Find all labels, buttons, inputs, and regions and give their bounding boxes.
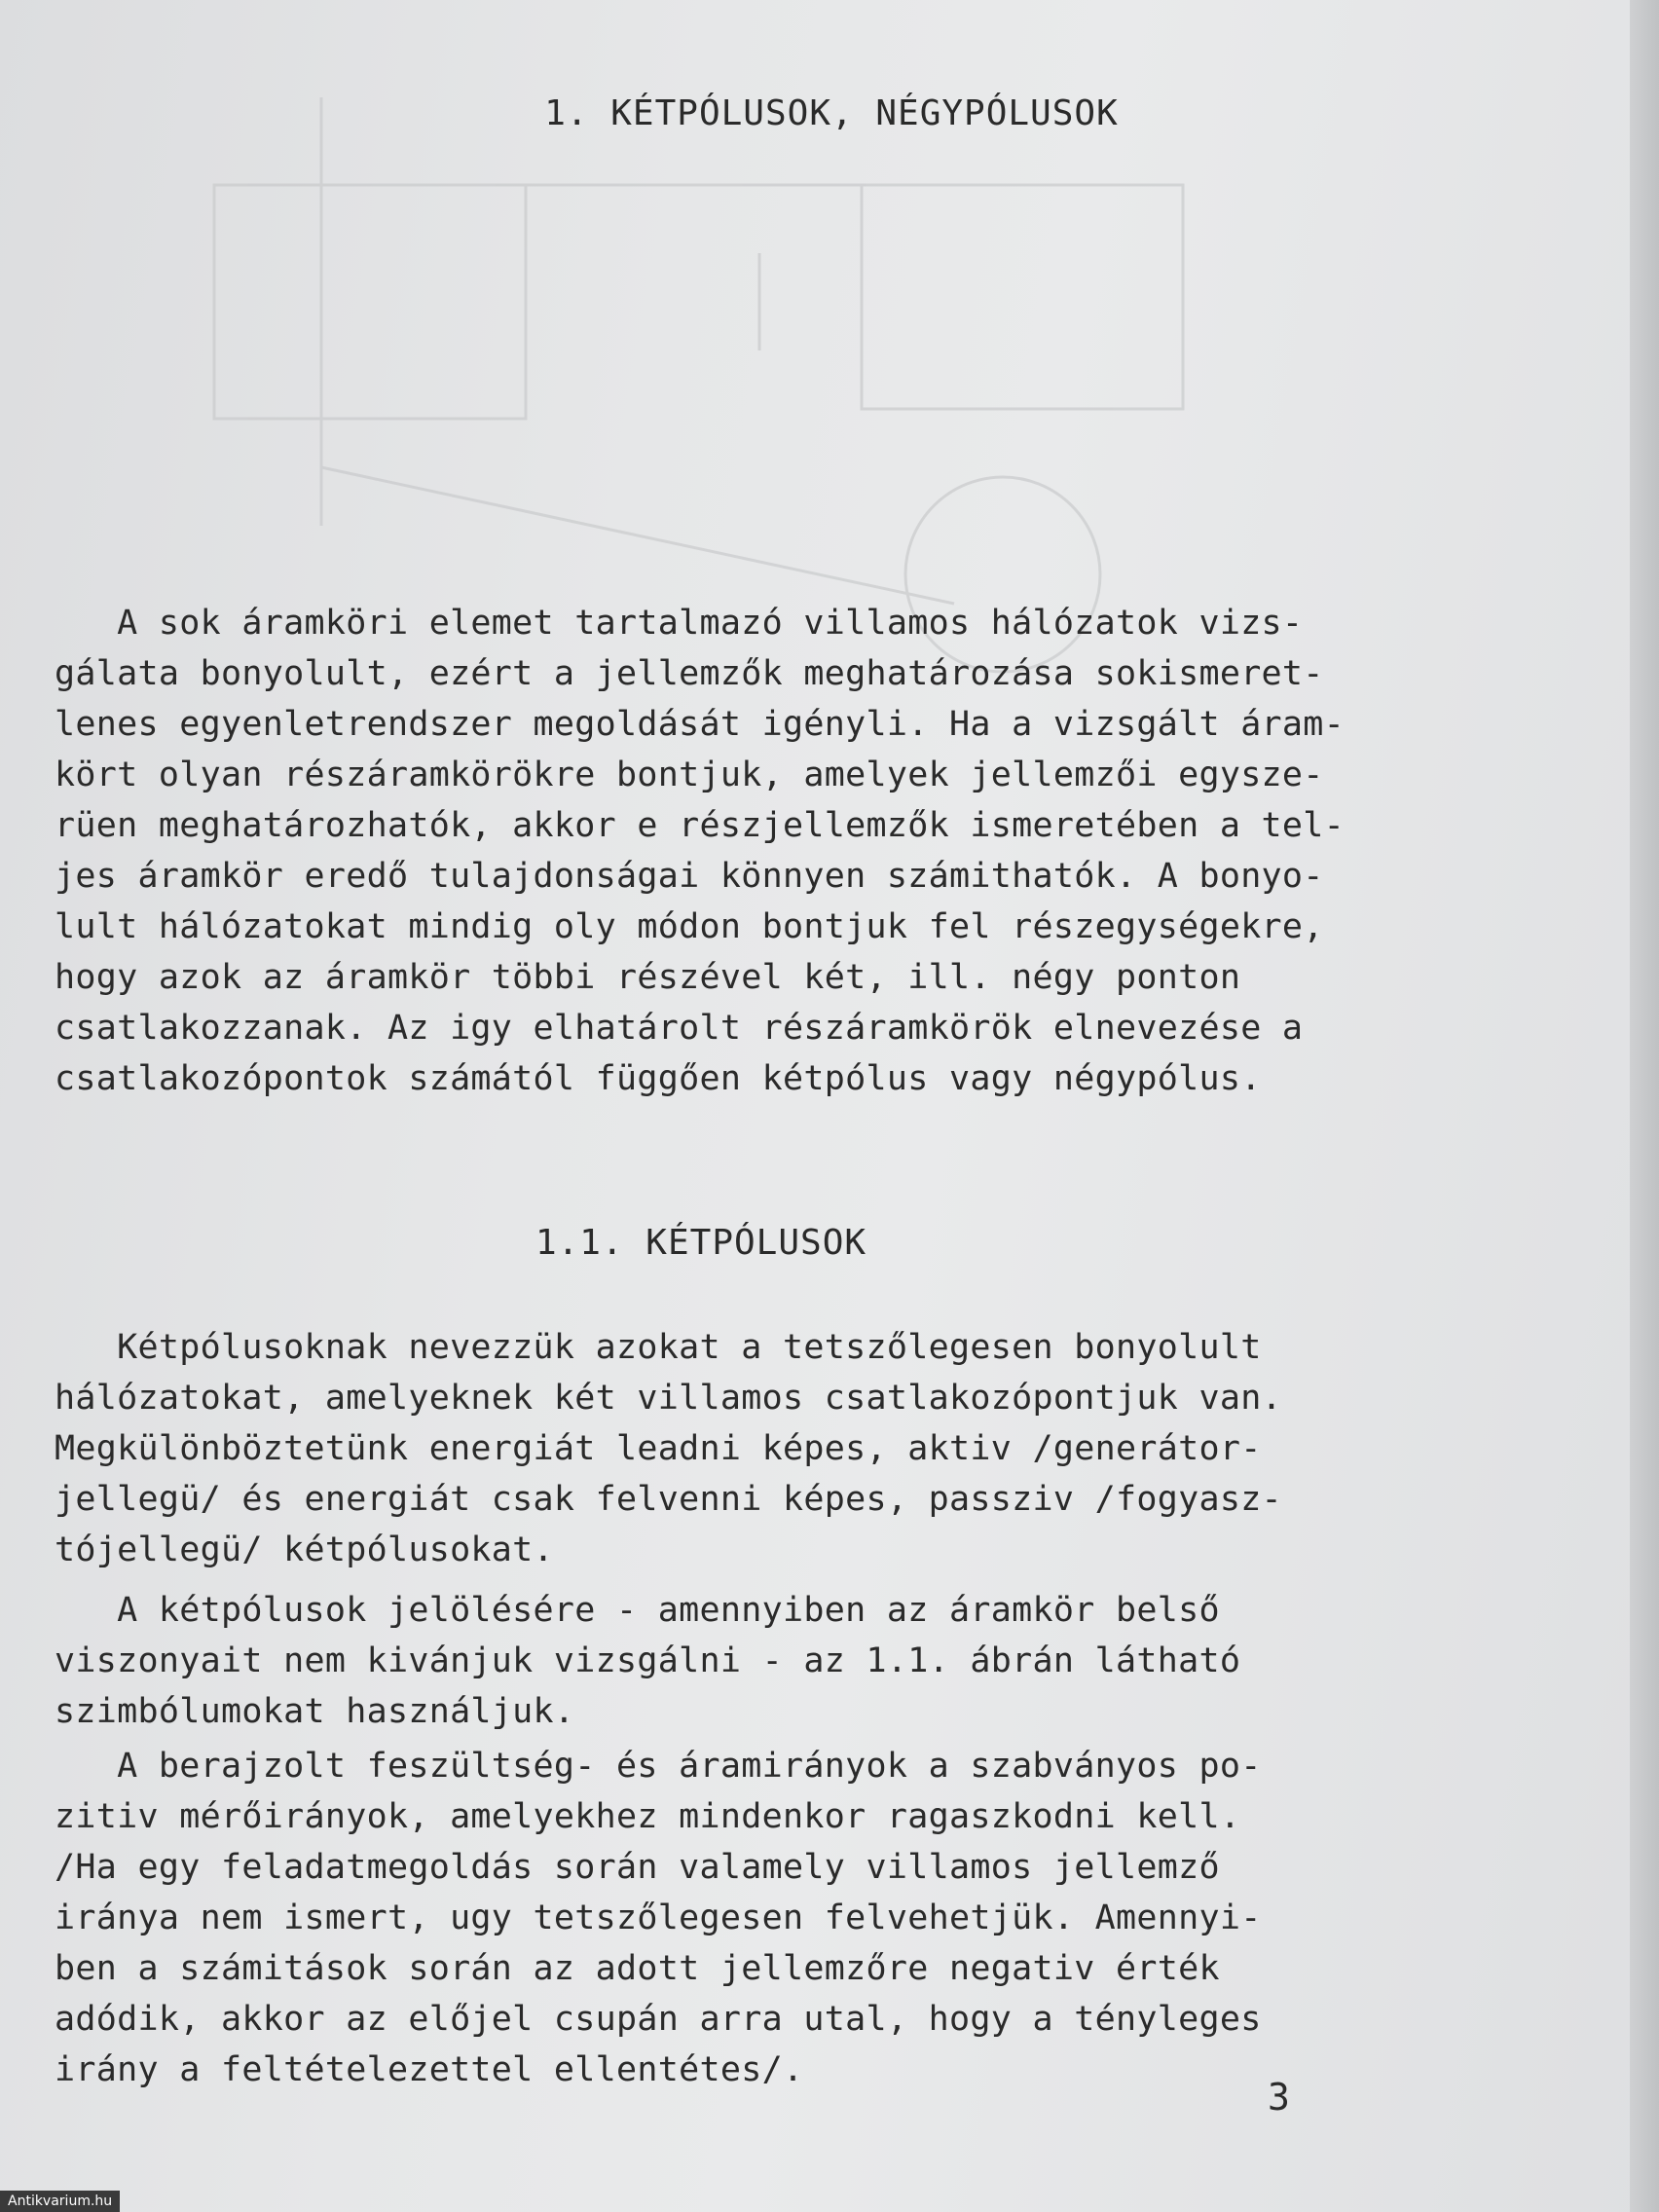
text-line: rüen meghatározhatók, akkor e részjellemzők ismeretében a tel- (55, 806, 1346, 845)
text-line: Megkülönböztetünk energiát leadni képes, aktiv /generátor- (55, 1429, 1262, 1468)
text-line: A sok áramköri elemet tartalmazó villamos hálózatok vizs- (55, 604, 1304, 643)
text-line: kört olyan részáramkörökre bontjuk, amelyek jellemzői egysze- (55, 756, 1324, 794)
text-line: csatlakozópontok számától függően kétpólus vagy négypólus. (55, 1059, 1262, 1098)
paragraph-definition (55, 1322, 1340, 1575)
watermark: Antikvarium.hu (0, 2191, 120, 2212)
text-line: ben a számitások során az adott jellemzőre negativ érték (55, 1949, 1220, 1988)
section-title: 1.1. KÉTPÓLUSOK (535, 1223, 867, 1263)
text-line: /Ha egy feladatmegoldás során valamely villamos jellemző (55, 1848, 1220, 1887)
text-line: gálata bonyolult, ezért a jellemzők meghatározása sokismeret- (55, 654, 1324, 693)
text-line: lult hálózatokat mindig oly módon bontjuk fel részegységekre, (55, 907, 1324, 946)
text-line: jellegü/ és energiát csak felvenni képes, passziv /fogyasz- (55, 1480, 1282, 1519)
text-line: jes áramkör eredő tulajdonságai könnyen számithatók. A bonyo- (55, 857, 1324, 896)
text-line: hálózatokat, amelyeknek két villamos csatlakozópontjuk van. (55, 1379, 1282, 1418)
text-line: adódik, akkor az előjel csupán arra utal, hogy a tényleges (55, 2000, 1262, 2039)
paragraph-symbols (55, 1585, 1340, 1737)
chapter-title: 1. KÉTPÓLUSOK, NÉGYPÓLUSOK (544, 93, 1119, 133)
page-edge-shadow (1630, 0, 1659, 2212)
text-line: lenes egyenletrendszer megoldását igényli. Ha a vizsgált áram- (55, 705, 1346, 744)
text-line: A kétpólusok jelölésére - amennyiben az áramkör belső (55, 1591, 1220, 1630)
text-line: viszonyait nem kivánjuk vizsgálni - az 1.1. ábrán látható (55, 1641, 1241, 1680)
text-line: hogy azok az áramkör többi részével két, ill. négy ponton (55, 958, 1241, 997)
page-number: 3 (1268, 2076, 1290, 2119)
text-line: csatlakozzanak. Az igy elhatárolt részáramkörök elnevezése a (55, 1009, 1304, 1048)
text-line: zitiv mérőirányok, amelyekhez mindenkor ragaszkodni kell. (55, 1797, 1241, 1836)
text-line: iránya nem ismert, ugy tetszőlegesen felvehetjük. Amennyi- (55, 1899, 1262, 1937)
paragraph-intro (55, 598, 1346, 1104)
text-line: Kétpólusoknak nevezzük azokat a tetszőlegesen bonyolult (55, 1328, 1262, 1367)
text-line: A berajzolt feszültség- és áramirányok a szabványos po- (55, 1747, 1262, 1786)
text-line: tójellegü/ kétpólusokat. (55, 1530, 554, 1569)
text-line: szimbólumokat használjuk. (55, 1692, 575, 1731)
text-line: irány a feltételezettel ellentétes/. (55, 2050, 804, 2089)
paragraph-directions (55, 1741, 1340, 2095)
